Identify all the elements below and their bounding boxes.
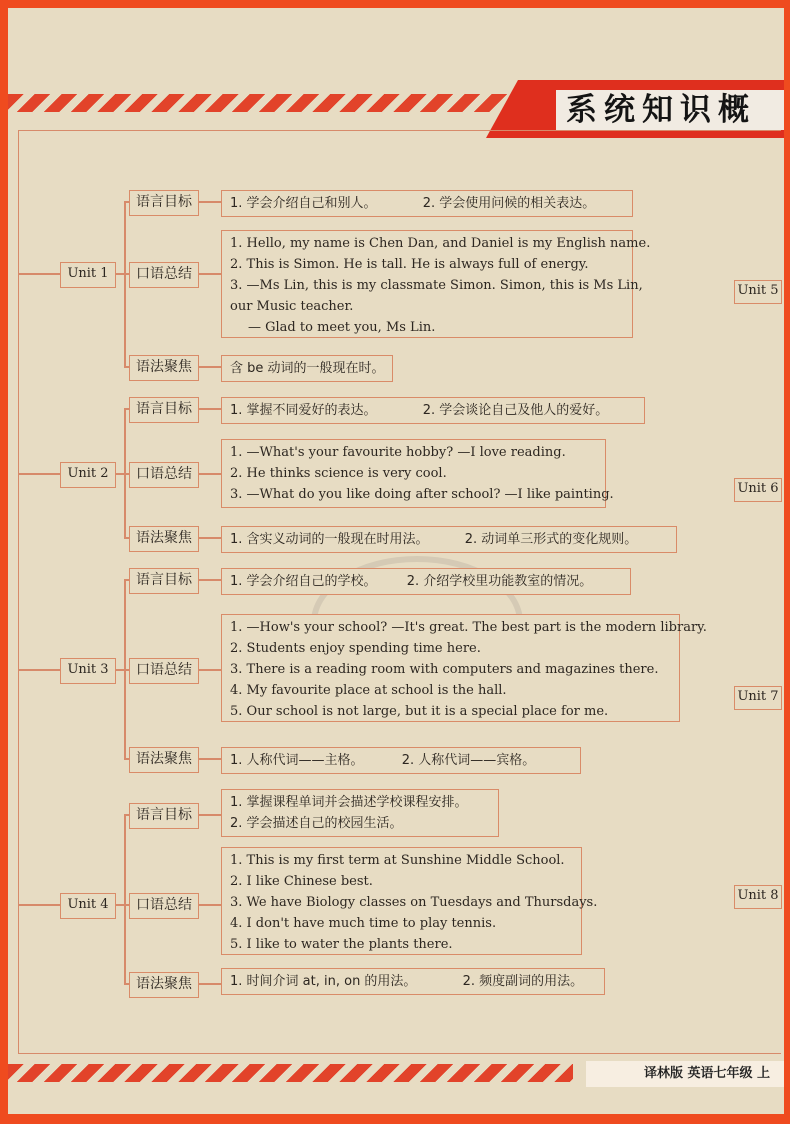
unit-2-grammar-1: 1. 含实义动词的一般现在时用法。	[230, 532, 429, 547]
textbook-page	[8, 8, 784, 1114]
unit-4-goal-1: 1. 掌握课程单词并会描述学校课程安排。	[230, 795, 468, 810]
unit-1-oral-2: 2. This is Simon. He is tall. He is always full of energy.	[230, 257, 589, 272]
unit-4-oral-4: 4. I don't have much time to play tennis.	[230, 916, 497, 931]
unit-3-grammar-1: 1. 人称代词——主格。	[230, 753, 364, 768]
unit-1-oral-3: 3. —Ms Lin, this is my classmate Simon. Simon, this is Ms Lin,	[230, 278, 643, 293]
unit-4-oral-5: 5. I like to water the plants there.	[230, 937, 453, 952]
unit-1-goal-box	[221, 190, 633, 217]
unit-3-grammar-2: 2. 人称代词——宾格。	[401, 753, 536, 768]
unit-3-goal-label: 语言目标	[129, 568, 199, 594]
unit-2-goal-label: 语言目标	[129, 397, 199, 423]
unit-3-grammar-box	[221, 747, 581, 774]
unit-4-oral-1: 1. This is my first term at Sunshine Middle School.	[230, 853, 565, 868]
unit-2-oral-2: 2. He thinks science is very cool.	[230, 466, 447, 481]
unit-5-label: Unit 5	[734, 280, 782, 304]
top-decorative-stripe	[8, 94, 508, 112]
unit-1-grammar-box	[221, 355, 393, 382]
unit-1-oral-box	[221, 230, 651, 338]
unit-1-goal-1: 1. 学会介绍自己和别人。	[230, 196, 377, 211]
unit-3-goal-1: 1. 学会介绍自己的学校。	[230, 574, 377, 589]
unit-7-label: Unit 7	[734, 686, 782, 710]
unit-3-oral-3: 3. There is a reading room with computers and magazines there.	[230, 662, 659, 677]
unit-4-grammar-2: 2. 频度副词的用法。	[462, 974, 584, 989]
unit-4-oral-box	[221, 847, 598, 955]
unit-4-goal-label: 语言目标	[129, 803, 199, 829]
unit-4-goal-2: 2. 学会描述自己的校园生活。	[230, 816, 403, 831]
unit-3-goal-box	[221, 568, 631, 595]
unit-2-oral-label: 口语总结	[129, 462, 199, 488]
unit-3-oral-5: 5. Our school is not large, but it is a special place for me.	[230, 704, 609, 719]
bottom-decorative-stripe	[8, 1064, 573, 1082]
unit-2-grammar-2: 2. 动词单三形式的变化规则。	[464, 532, 638, 547]
unit-2-oral-1: 1. —What's your favourite hobby? —I love reading.	[230, 445, 566, 460]
footer-edition-label: 译林版 英语七年级 上	[586, 1061, 784, 1087]
unit-4-grammar-label: 语法聚焦	[129, 972, 199, 998]
unit-4-grammar-box	[221, 968, 605, 995]
unit-3-oral-label: 口语总结	[129, 658, 199, 684]
unit-1-oral-5: — Glad to meet you, Ms Lin.	[248, 320, 436, 335]
unit-3-oral-4: 4. My favourite place at school is the hall.	[230, 683, 507, 698]
unit-2-goal-2: 2. 学会谈论自己及他人的爱好。	[422, 403, 609, 418]
unit-1-grammar-label: 语法聚焦	[129, 355, 199, 381]
unit-1-label: Unit 1	[60, 262, 116, 288]
unit-4-oral-3: 3. We have Biology classes on Tuesdays and Thursdays.	[230, 895, 598, 910]
unit-4-oral-label: 口语总结	[129, 893, 199, 919]
unit-2-grammar-label: 语法聚焦	[129, 526, 199, 552]
unit-1-oral-label: 口语总结	[129, 262, 199, 288]
unit-1-goal-2: 2. 学会使用问候的相关表达。	[422, 196, 596, 211]
unit-4-grammar-1: 1. 时间介词 at, in, on 的用法。	[230, 974, 417, 989]
unit-1-goal-label: 语言目标	[129, 190, 199, 216]
unit-2-grammar-box	[221, 526, 677, 553]
unit-1-oral-1: 1. Hello, my name is Chen Dan, and Daniel is my English name.	[230, 236, 651, 251]
unit-3-grammar-label: 语法聚焦	[129, 747, 199, 773]
unit-2-goal-1: 1. 掌握不同爱好的表达。	[230, 403, 377, 418]
unit-2-oral-box	[221, 439, 614, 508]
unit-2-goal-box	[221, 397, 645, 424]
unit-6-label: Unit 6	[734, 478, 782, 502]
unit-3-goal-2: 2. 介绍学校里功能教室的情况。	[406, 574, 593, 589]
unit-3-oral-box	[221, 614, 707, 722]
unit-2-label: Unit 2	[60, 462, 116, 488]
unit-1-grammar-1: 含 be 动词的一般现在时。	[230, 361, 385, 376]
unit-4-label: Unit 4	[60, 893, 116, 919]
page-title: 系统知识概	[556, 90, 784, 130]
unit-3-oral-1: 1. —How's your school? —It's great. The best part is the modern library.	[230, 620, 707, 635]
unit-2-oral-3: 3. —What do you like doing after school? —I like painting.	[230, 487, 614, 502]
unit-8-label: Unit 8	[734, 885, 782, 909]
unit-3-label: Unit 3	[60, 658, 116, 684]
unit-1-oral-4: our Music teacher.	[230, 299, 354, 314]
unit-3-oral-2: 2. Students enjoy spending time here.	[230, 641, 481, 656]
unit-4-oral-2: 2. I like Chinese best.	[230, 874, 373, 889]
unit-4-goal-box	[221, 789, 499, 837]
